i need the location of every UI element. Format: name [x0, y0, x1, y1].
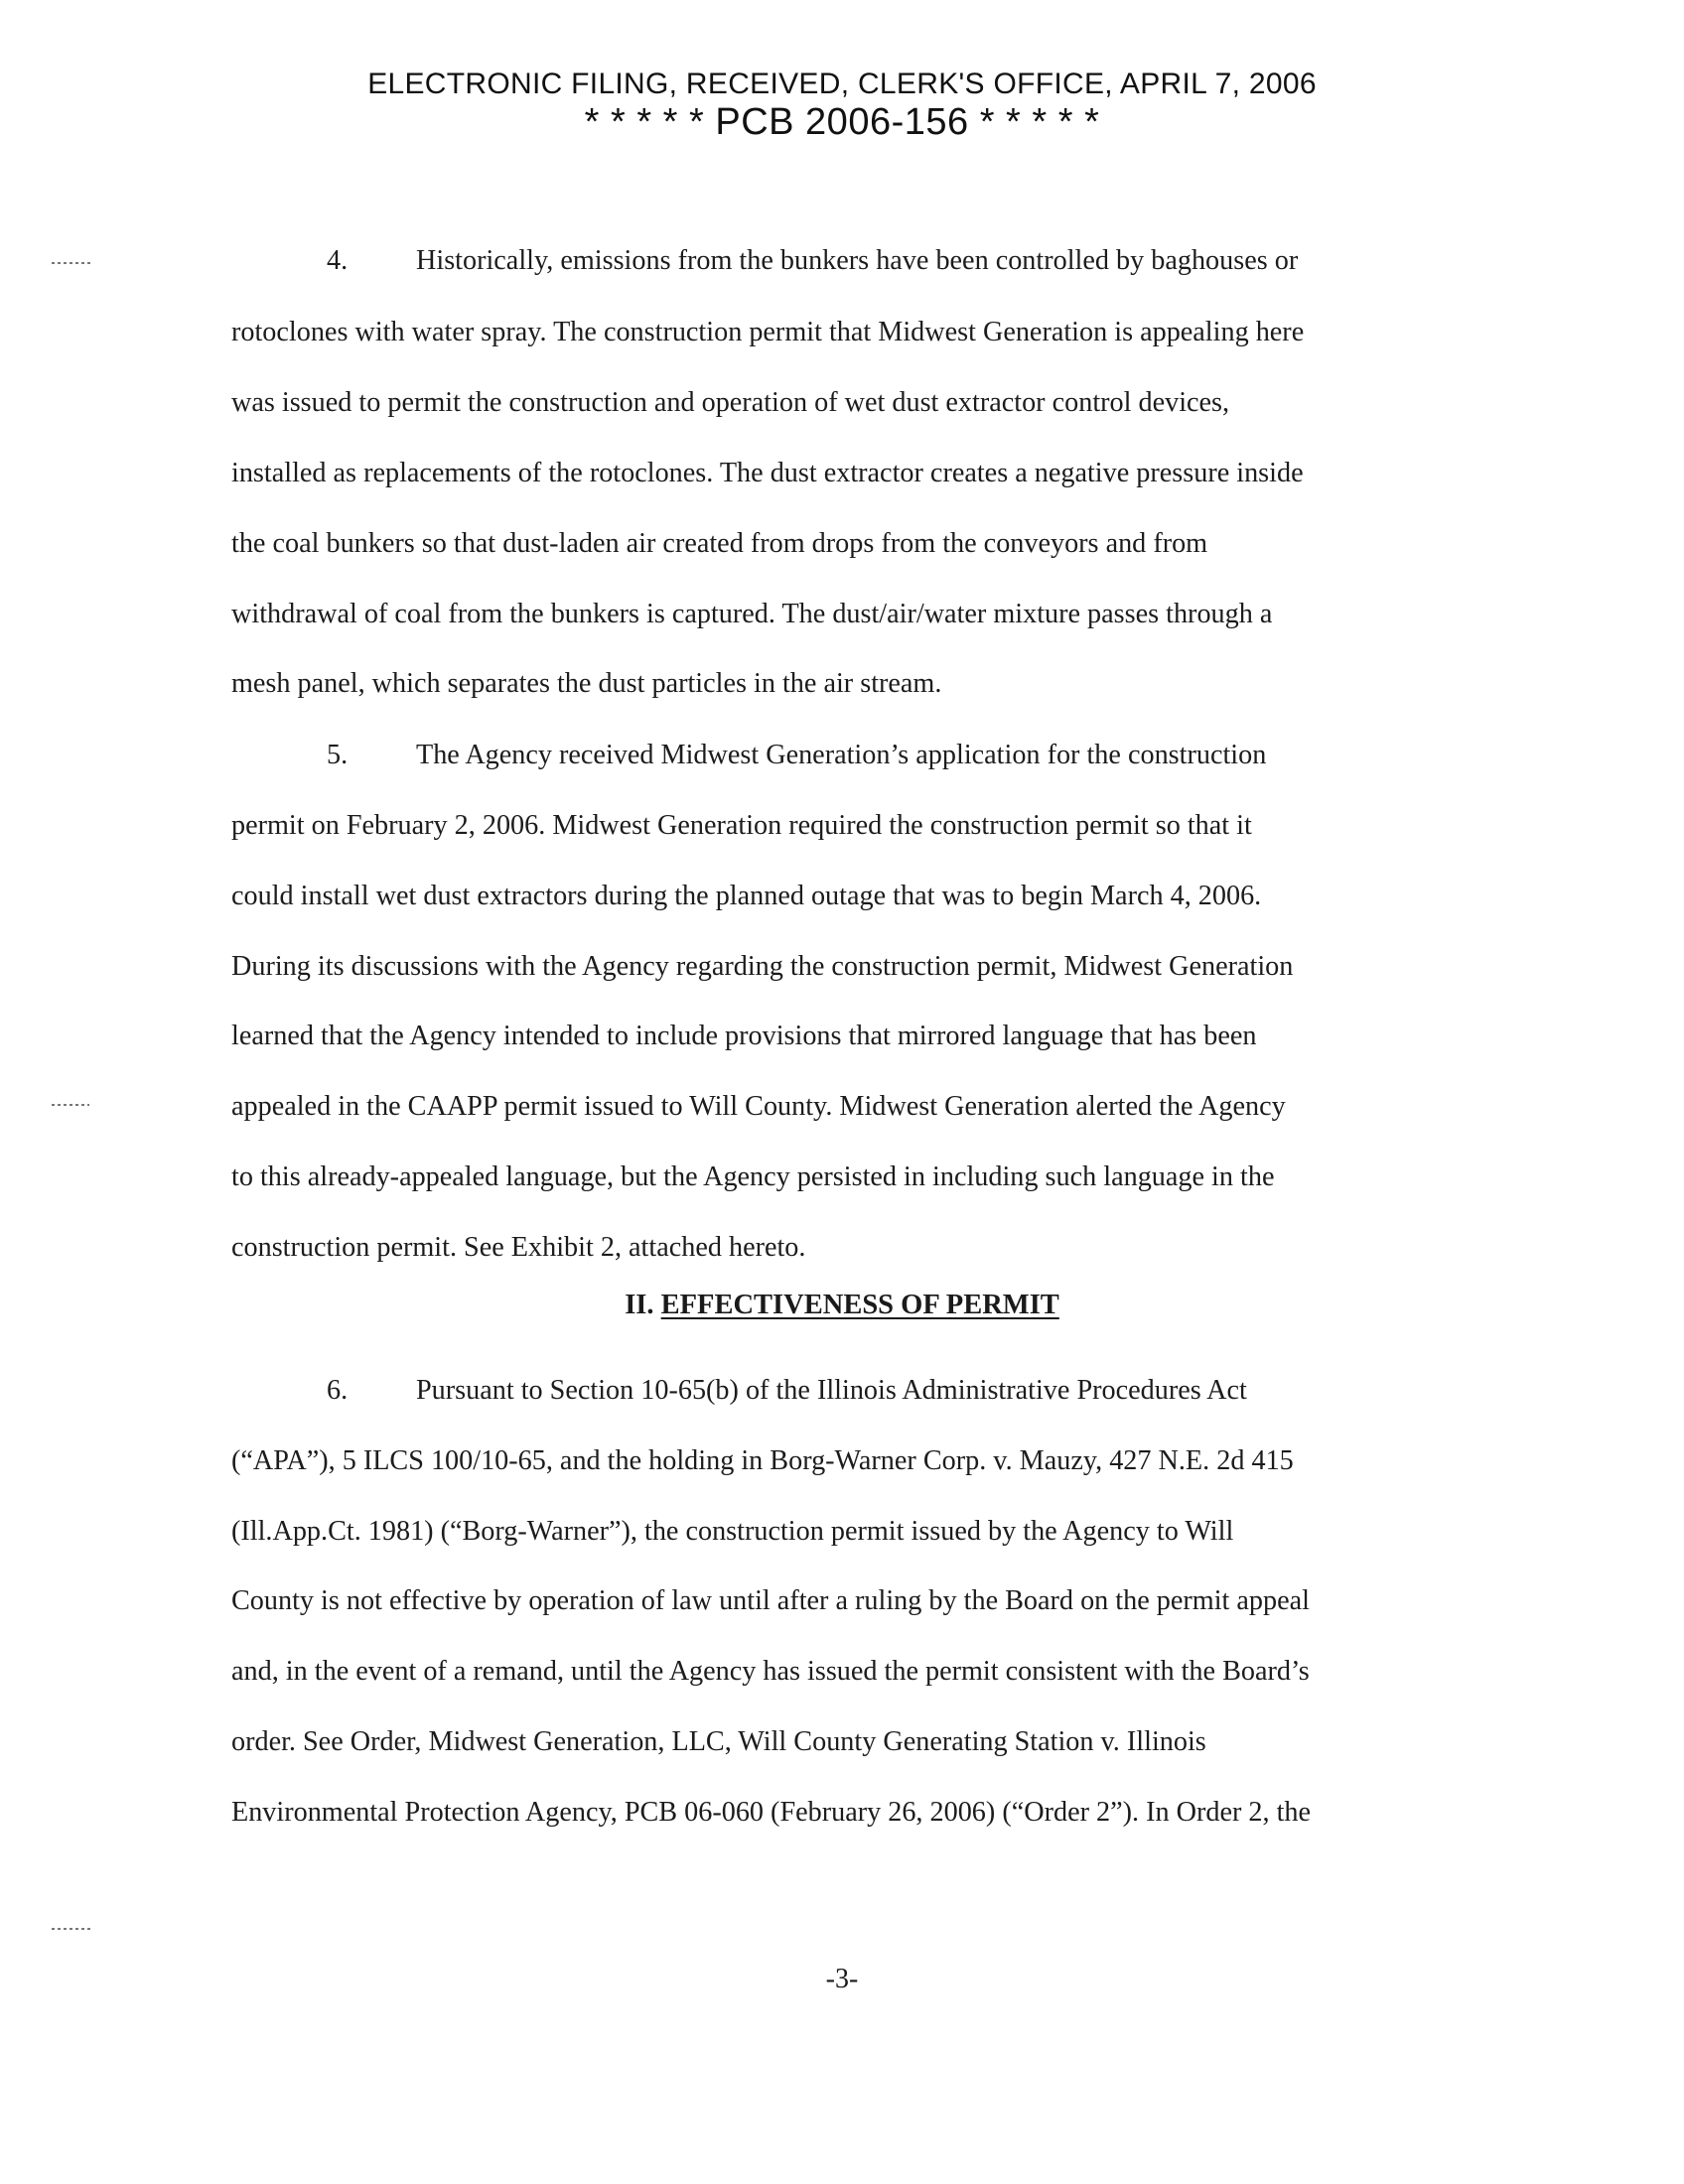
paragraph-line: withdrawal of coal from the bunkers is captured. The dust/air/water mixture passes through a [231, 599, 1273, 629]
paragraph-line: was issued to permit the construction and operation of wet dust extractor control devices, [231, 387, 1230, 418]
paragraph-line: Environmental Protection Agency, PCB 06-060 (February 26, 2006) (“Order 2”). In Order 2, the [231, 1797, 1312, 1828]
paragraph-4-first-line [327, 244, 1298, 278]
page-number: -3- [825, 1964, 859, 1994]
margin-mark [52, 1104, 89, 1106]
paragraph-line: County is not effective by operation of law until after a ruling by the Board on the permit appeal [231, 1585, 1310, 1616]
paragraph-number: 4. [327, 245, 349, 276]
paragraph-line: (“APA”), 5 ILCS 100/10-65, and the holding in Borg-Warner Corp. v. Mauzy, 427 N.E. 2d 415 [231, 1445, 1294, 1476]
case-number-stamp: * * * * * PCB 2006-156 * * * * * [584, 101, 1100, 143]
paragraph-line: the coal bunkers so that dust-laden air created from drops from the conveyors and from [231, 528, 1208, 559]
paragraph-line: mesh panel, which separates the dust particles in the air stream. [231, 668, 942, 699]
section-title: EFFECTIVENESS OF PERMIT [660, 1290, 1059, 1320]
section-number: II. [625, 1290, 654, 1320]
margin-mark [52, 1928, 91, 1930]
paragraph-line: rotoclones with water spray. The construction permit that Midwest Generation is appealing here [231, 317, 1305, 347]
paragraph-line: During its discussions with the Agency regarding the construction permit, Midwest Generation [231, 951, 1294, 982]
paragraph-5-first-line [327, 739, 1266, 772]
margin-mark [52, 262, 91, 264]
paragraph-line: could install wet dust extractors during the planned outage that was to begin March 4, 2006. [231, 881, 1262, 911]
paragraph-line: and, in the event of a remand, until the Agency has issued the permit consistent with the Board’s [231, 1656, 1310, 1687]
paragraph-line: construction permit. See Exhibit 2, attached hereto. [231, 1232, 806, 1263]
paragraph-line: order. See Order, Midwest Generation, LLC, Will County Generating Station v. Illinois [231, 1726, 1206, 1757]
paragraph-line: appealed in the CAAPP permit issued to Will County. Midwest Generation alerted the Agency [231, 1091, 1286, 1122]
filing-stamp: ELECTRONIC FILING, RECEIVED, CLERK'S OFFICE, APRIL 7, 2006 [367, 68, 1317, 100]
section-heading [0, 1289, 1684, 1322]
paragraph-line: installed as replacements of the rotoclones. The dust extractor creates a negative pressure inside [231, 458, 1304, 488]
paragraph-number: 5. [327, 740, 349, 770]
paragraph-text: Pursuant to Section 10-65(b) of the Illinois Administrative Procedures Act [416, 1375, 1247, 1406]
paragraph-line: to this already-appealed language, but the Agency persisted in including such language in the [231, 1161, 1275, 1192]
paragraph-line: learned that the Agency intended to include provisions that mirrored language that has been [231, 1021, 1257, 1051]
paragraph-number: 6. [327, 1375, 349, 1406]
paragraph-6-first-line [327, 1374, 1247, 1408]
paragraph-line: permit on February 2, 2006. Midwest Generation required the construction permit so that it [231, 810, 1252, 841]
paragraph-text: The Agency received Midwest Generation’s application for the construction [416, 740, 1267, 770]
paragraph-line: (Ill.App.Ct. 1981) (“Borg-Warner”), the construction permit issued by the Agency to Will [231, 1516, 1234, 1547]
paragraph-text: Historically, emissions from the bunkers have been controlled by baghouses or [416, 245, 1299, 276]
